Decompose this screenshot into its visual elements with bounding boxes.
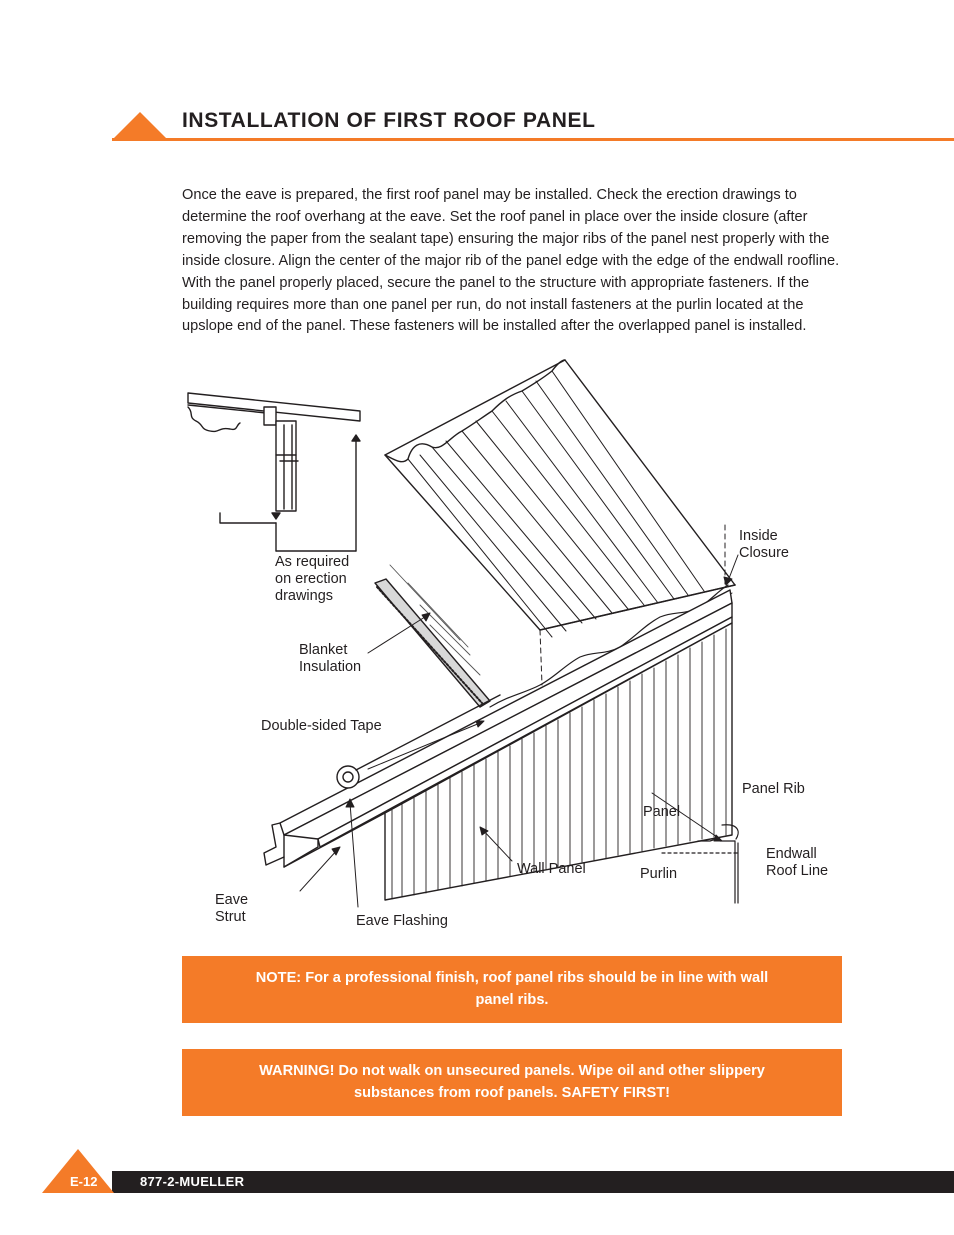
warning-text: WARNING! Do not walk on unsecured panels. Wipe oil and other slippery substances from roof panels. SAFETY FIRST! bbox=[259, 1063, 765, 1101]
label-eave-strut: Eave Strut bbox=[215, 892, 249, 925]
note-text: NOTE: For a professional finish, roof panel ribs should be in line with wall panel ribs. bbox=[255, 970, 769, 1008]
label-eave-flashing: Eave Flashing bbox=[356, 913, 448, 929]
label-inside-closure: Inside Closure bbox=[739, 528, 789, 561]
roof-panel-installation-diagram bbox=[180, 355, 850, 945]
page-number: E-12 bbox=[70, 1174, 98, 1189]
label-double-sided-tape: Double-sided Tape bbox=[261, 718, 382, 734]
header-rule bbox=[112, 138, 954, 141]
footer-phone: 877-2-MUELLER bbox=[140, 1174, 245, 1189]
warning-box bbox=[182, 1049, 842, 1116]
page-title: INSTALLATION OF FIRST ROOF PANEL bbox=[182, 109, 596, 132]
blanket-insulation bbox=[375, 579, 490, 707]
note-box bbox=[182, 956, 842, 1023]
intro-paragraph: Once the eave is prepared, the first roof panel may be installed. Check the erection drawings to determine the roof overhang at the eave. Set the roof panel in place over the inside closure (after removing the paper from the sealant tape) ensuring the major ribs of the panel nest properly with the inside closure. Align the center of the major rib of the panel edge with the edge of the endwall roofline. With the panel properly placed, secure the panel to the structure with appropriate fasteners. If the building requires more than one panel per run, do not install fasteners at the purlin located at the upslope end of the panel. These fasteners will be installed after the overlapped panel is installed. bbox=[182, 187, 840, 335]
label-purlin: Purlin bbox=[640, 866, 678, 882]
eave-detail-inset bbox=[188, 393, 360, 551]
label-endwall-roof-line: Endwall Roof Line bbox=[766, 846, 829, 879]
label-as-required: As required on erection drawings bbox=[275, 554, 350, 604]
label-wall-panel: Wall Panel bbox=[517, 861, 586, 877]
label-panel: Panel bbox=[643, 804, 681, 820]
label-panel-rib: Panel Rib bbox=[742, 781, 805, 797]
label-blanket-insulation: Blanket Insulation bbox=[299, 642, 362, 675]
